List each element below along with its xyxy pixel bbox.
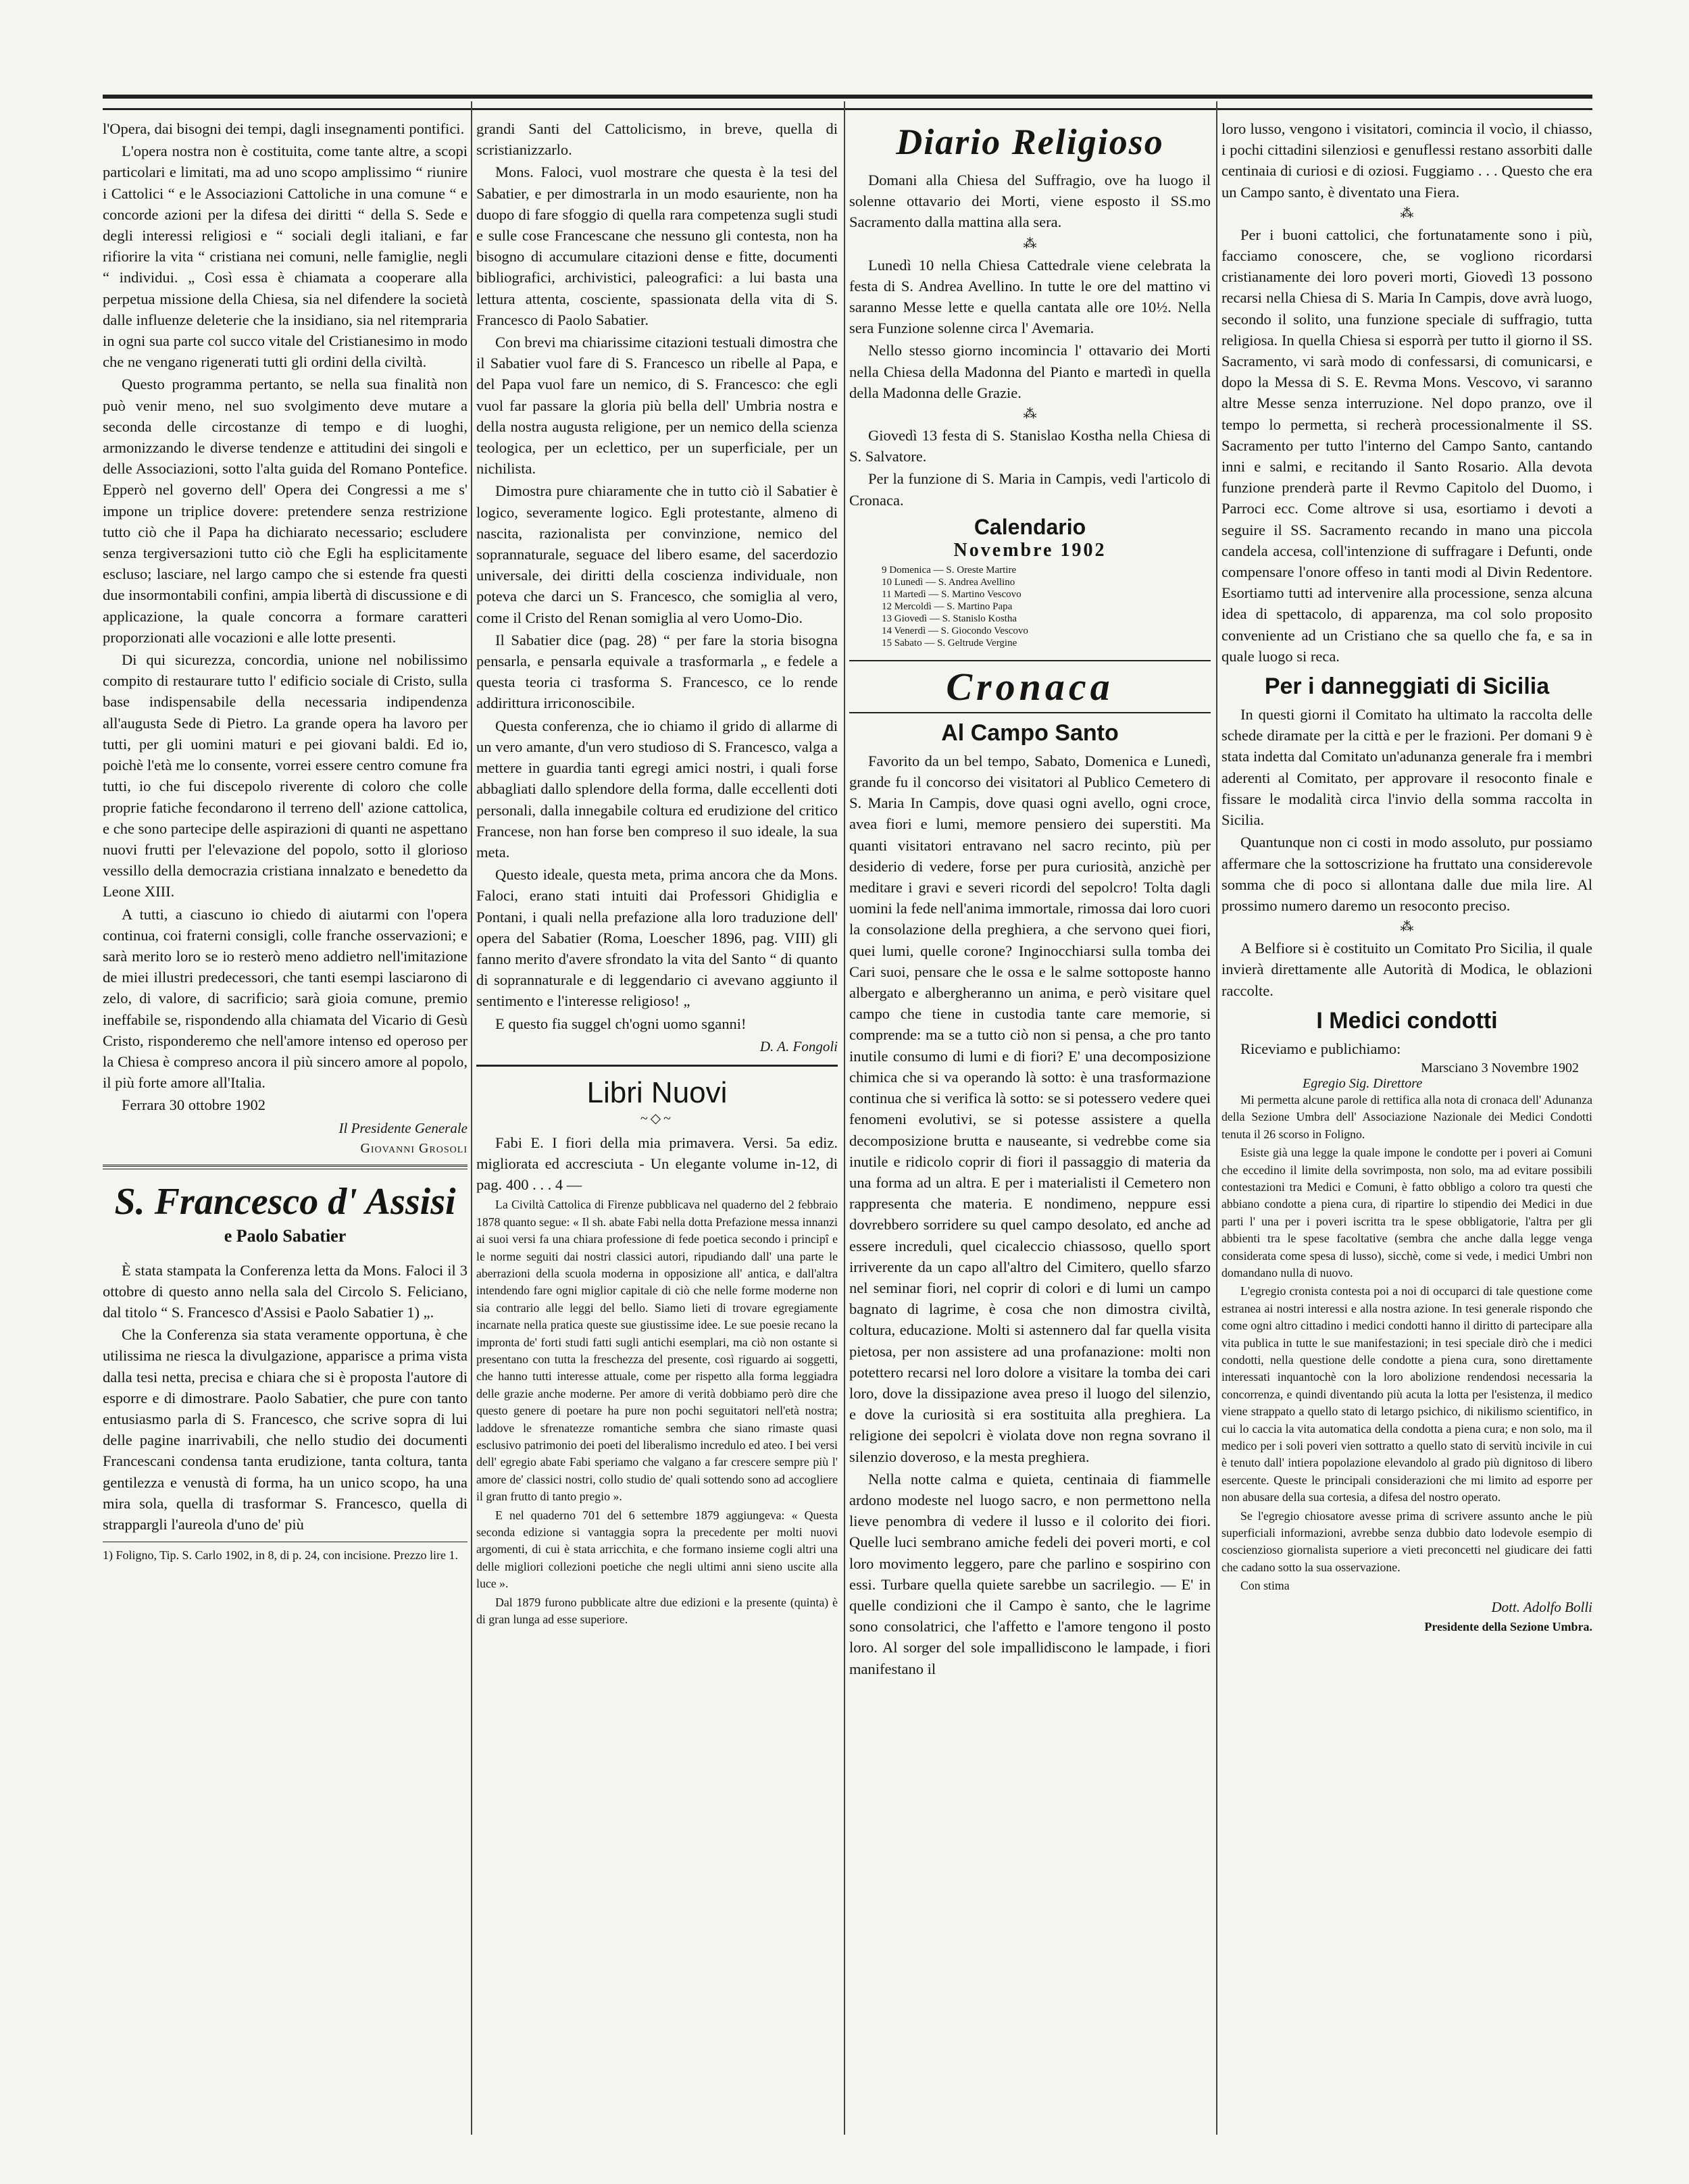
separator: [103, 1165, 468, 1169]
article-title: Al Campo Santo: [941, 719, 1119, 746]
paragraph: Questo ideale, questa meta, prima ancora che da Mons. Faloci, erano stati intuiti dai Professori Ghidiglia e Pontani, i quali nella prefazione alla loro traduzione dell' opera del Sabatier (Roma, Loescher 1896, pag. VIII) gli fanno merito d'avere sfrondato la vita del Santo “ di quanto di soprannaturale e di leggendario ci avevano aggiunto il sentimento e l'interesse religioso! „: [476, 866, 838, 1010]
separator: [476, 1065, 838, 1067]
column-1: [103, 118, 468, 2138]
paragraph: Domani alla Chiesa del Suffragio, ove ha luogo il solenne ottavario dei Morti, viene esposto il SS.mo Sacramento dalla mattina alla sera.: [849, 172, 1211, 231]
column-2: [476, 118, 838, 2138]
column-rule: [1216, 101, 1217, 2135]
paragraph: Nello stesso giorno incomincia l' ottavario dei Morti nella Chiesa della Madonna del Pianto e martedì in quella della Madonna delle Grazie.: [849, 342, 1211, 401]
calendar-item: 12 Mercoldì — S. Martino Papa: [882, 601, 1013, 612]
column-rule: [471, 101, 472, 2135]
calendar-item: 15 Sabato — S. Geltrude Vergine: [882, 637, 1017, 649]
paragraph: Lunedì 10 nella Chiesa Cattedrale viene celebrata la festa di S. Andrea Avellino. In tutte le ore del mattino vi saranno Messe lette e quella cantata alle ore 10½. Nella sera Funzione solenne circa l' Avemaria.: [849, 256, 1211, 337]
paragraph: Questa conferenza, che io chiamo il grido di allarme di un vero amante, d'un vero studioso di S. Francesco, valga a mettere in guardia tanti egregi amici nostri, i quali forse abbagliati dallo splendore della forma, dalle eccellenti doti personali, dalla innegabile coltura ed erudizione del critico Francese, non han forse ben compreso il suo ideale, la sua meta.: [476, 717, 838, 861]
letter-body: [1221, 1092, 1592, 1595]
footnote: 1) Foligno, Tip. S. Carlo 1902, in 8, di p. 24, con incisione. Prezzo lire 1.: [103, 1542, 468, 1564]
letter-date: Marsciano 3 Novembre 1902: [1421, 1060, 1579, 1075]
article-title: S. Francesco d' Assisi: [114, 1180, 456, 1223]
article-subtitle: e Paolo Sabatier: [224, 1225, 347, 1246]
paragraph: loro lusso, vengono i visitatori, comincia il vocìo, il chiasso, i pochi cittadini silenziosi e genuflessi restano assorbiti dalle centinaia di curiosi e di oziosi. Fuggiamo . . . Questo che era un Campo santo, è diventato una Fiera.: [1221, 120, 1592, 201]
paragraph: Che la Conferenza sia stata veramente opportuna, è che utilissima ne riesca la divulgazione, apparisce a prima vista dalla tesi netta, precisa e chiara che si è proposta l'autore di esporre e di dimostrare. Paolo Sabatier, che pure con tanto entusiasmo parla di S. Francesco, che scrive sopra di lui delle pagine inarrivabili, che nello studio dei documenti Francescani condensa tanta erudizione, tanta coltura, tanta gentilezza e venustà di forma, ha un unico scopo, ha una mira sola, quella di trasformar S. Francesco, quella di strappargli l'aureola d'uno de' più: [103, 1326, 468, 1533]
asterism: ⁂: [1023, 407, 1037, 422]
paragraph: Questo programma pertanto, se nella sua finalità non può venir meno, nel suo svolgimento deve mutare a seconda delle circostanze di tempo e di luoghi, armonizzando le diverse tendenze e attitudini dei singoli e delle Associazioni, sotto l'alta guida del Romano Pontefice. Epperò nel governo dell' Opera dei Congressi a me s' impone un triplice dovere: pretendere senza restrizione tutto ciò che il Papa ha dichiarato necessario; escludere senza tergiversazioni tutto ciò che Egli ha esplicitamente escluso; lasciare, nel largo campo che si estende fra questi due insormontabili confini, ampia libertà di discussione e di applicazione, la quale concorra a formare caratteri proporzionati alle vocazioni e alle lotte presenti.: [103, 376, 468, 646]
paragraph: In questi giorni il Comitato ha ultimato la raccolta delle schede diramate per la città e per le frazioni. Per domani 9 è stata indetta dal Comitato un'adunanza generale fra i membri aderenti al Comitato, per approvare il resoconto finale e fissare le modalità circa l'invio della somma raccolta in Sicilia.: [1221, 706, 1592, 829]
intro: Riceviamo e publichiamo:: [1240, 1040, 1401, 1057]
calendar-item: 9 Domenica — S. Oreste Martire: [882, 564, 1017, 576]
paragraph: Con stima: [1240, 1579, 1290, 1593]
book-entry: Fabi E. I fiori della mia primavera. Versi. 5a ediz. migliorata ed accresciuta - Un elegante volume in-12, di pag. 400 . . . 4 —: [476, 1134, 838, 1194]
paragraph: grandi Santi del Cattolicismo, in breve, quella di scristianizzarlo.: [476, 120, 838, 159]
asterism: ⁂: [1400, 919, 1414, 935]
paragraph: Per la funzione di S. Maria in Campis, vedi l'articolo di Cronaca.: [849, 470, 1211, 509]
signature: D. A. Fongoli: [759, 1038, 838, 1055]
paragraph: Quantunque non ci costi in modo assoluto, pur possiamo affermare che la sottoscrizione ha fruttato una considerevole somma che di poco si allontana dalle due mila lire. Al prossimo numero daremo un resoconto preciso.: [1221, 834, 1592, 914]
signature-title: Il Presidente Generale: [338, 1119, 468, 1136]
signature: Dott. Adolfo Bolli: [1491, 1598, 1592, 1615]
calendar-month: Novembre 1902: [953, 539, 1107, 561]
cronaca-banner: Cronaca: [849, 660, 1211, 713]
calendar-title: Calendario: [974, 514, 1086, 539]
signature-title: Presidente della Sezione Umbra.: [1424, 1619, 1592, 1633]
paragraph: Se l'egregio chiosatore avesse prima di scrivere assunto anche le più superficiali informazioni, avrebbe senza dubbio dato lodevole esempio di coscienzioso giornalista superiore a vieti preconcetti nel giudicare dei fatti che cadano sotto la sua osservazione.: [1221, 1508, 1592, 1574]
paragraph: A tutti, a ciascuno io chiedo di aiutarmi con l'opera continua, coi fraterni consigli, colle franche osservazioni; e sarà merito loro se io resterò meno addietro nell'imitazione de miei illustri predecessori, che tanti esempi lasciarono di zelo, di valore, di sacrificio; sarà gioia comune, premio ineffabile se, rispondendo alla chiamata del Vicario di Gesù Cristo, risponderemo che nell'amore intenso ed operoso per la Chiesa è compreso ancora il più sincero amore al popolo, il più forte amore all'Italia.: [103, 905, 468, 1092]
section-title: Libri Nuovi: [586, 1075, 728, 1109]
paragraph: E questo fia suggel ch'ogni uomo sganni!: [495, 1015, 747, 1032]
paragraph: Con brevi ma chiarissime citazioni testuali dimostra che il Sabatier vuol fare di S. Francesco un ribelle al Papa, e del Papa vuol fare un nemico, di S. Francesco: che egli vuol far passare la gloria più bella dell' Umbria nostra e della nostra augusta religione, per un nemico della scienza teologica, per un eclettico, per un superficiale, per un nichilista.: [476, 334, 838, 478]
paragraph: Nella notte calma e quieta, centinaia di fiammelle ardono modeste nel luogo sacro, e non permettono nella lieve penombra di vedere il lusso e il colorito dei fiori. Quelle luci sembrano amiche fedeli dei poveri morti, e col loro movimento leggero, pare che parlino e sospirino con essi. Turbare quella quiete sarebbe un sacrilegio. — E' in quelle condizioni che il Campo è santo, che le lagrime sono consolatrici, che l'affetto e l'amore tengono il posto loro. Al sorger del sole impallidiscono le lampade, i fiori manifestano il: [849, 1470, 1211, 1677]
paragraph: Il Sabatier dice (pag. 28) “ per fare la storia bisogna pensarla, e pensarla equivale a trasformarla „ e fedele a questa teoria ci trasforma S. Francesco, ce lo rende addirittura irriconoscibile.: [476, 631, 838, 712]
column-rule: [844, 101, 845, 2135]
paragraph: È stata stampata la Conferenza letta da Mons. Faloci il 3 ottobre di questo anno nella sala del Circolo S. Feliciano, dal titolo “ S. Francesco d'Assisi e Paolo Sabatier 1) „.: [103, 1261, 468, 1321]
paragraph: La Civiltà Cattolica di Firenze pubblicava nel quaderno del 2 febbraio 1878 quanto segue: « Il sh. abate Fabi nella dotta Prefazione messa innanzi ai suoi versi fa una chiara professione di fede poetica secondo i principî e le norme seguiti dai nostri classici autori, ripudiando dall' una parte le aberrazioni della scuola moderna in opposizione all' antica, e dall'altra intendendo fare ogni miglior capitale di ciò che nelle forme moderne non sia contrario alle leggi del bello. Siamo lieti di trovare egregiamente incarnate nella pratica queste sue giustissime idee. Le sue poesie recano la impronta de' forti studi fatti sugli antichi esemplari, ma ciò non ostante si presentano con tutta la freschezza del presente, così riguardo ai soggetti, che hanno tutti interesse attuale, come per rispetto alla forma leggiadra delle grazie anche moderne. Per amore di verità dobbiamo però dire che questo genere di poetare ha pure non pochi seguitatori nell'età nostra; laddove le sfrenatezze romantiche sembra che siano rimaste quasi esclusivo patrimonio dei poeti del liberalismo incredulo ed ateo. I bei versi dell' egregio abate Fabi speriamo che valgano a far crescere sempre più l' amore de' classici nostri, collo studio de' quali sottendo sono ad accogliere il gran frutto di tanto pregio ».: [476, 1198, 838, 1504]
calendar-item: 11 Martedì — S. Martino Vescovo: [882, 588, 1022, 600]
letter-salutation: Egregio Sig. Direttore: [1303, 1075, 1423, 1091]
paragraph: Dal 1879 furono pubblicate altre due edizioni e la presente (quinta) è di gran lunga ad esse superiore.: [476, 1595, 838, 1627]
paragraph: Giovedì 13 festa di S. Stanislao Kostha nella Chiesa di S. Salvatore.: [849, 427, 1211, 465]
column-3: [849, 118, 1211, 2138]
paragraph: E nel quaderno 701 del 6 settembre 1879 aggiungeva: « Questa seconda edizione si vantaggia sopra la precedente per molti nuovi argomenti, di cui è stata arricchita, e che formano insieme cogli altri una delle migliori collezioni poetiche che negli ultimi anni sieno uscite alla luce ».: [476, 1508, 838, 1591]
section-title: Diario Religioso: [896, 122, 1164, 162]
paragraph: A Belfiore si è costituito un Comitato Pro Sicilia, il quale invierà direttamente alle Autorità di Modica, le oblazioni raccolte.: [1221, 940, 1592, 999]
column-4: [1221, 118, 1592, 2138]
calendar-item: 13 Giovedì — S. Stanislo Kostha: [882, 613, 1017, 624]
paragraph: Mons. Faloci, vuol mostrare che questa è la tesi del Sabatier, e per dimostrarla in un modo esauriente, non ha duopo di fare sfoggio di quella rara competenza sugli studi e sulle cose Francescane che nessuno gli contesta, non ha bisogno di accumulare citazioni dense e fitte, documenti bibliografici, archivistici, paleografici: a lui basta una lettura attenta, cosciente, spassionata della vita di S. Francesco di Paolo Sabatier.: [476, 163, 838, 328]
paragraph: Esiste già una legge la quale impone le condotte per i poveri ai Comuni che eccedino il limite della sovrimposta, non solo, ma ad evitare possibili contestazioni tra Medici e Comuni, è fatto obbligo a coloro tra questi che abbiano condotte a piena cura, di ripartire lo stipendio dei Medici in due parti l' una per i poveri iscritta tra le spese obbligatorie, l'altra per gli abbienti tra le spese facoltative (sembra che anche dalla legge venga considerata come spesa di lusso), sicchè, come si vede, i medici Umbri non domandano nulla di nuovo.: [1221, 1146, 1592, 1279]
paragraph: L'opera nostra non è costituita, come tante altre, a scopi particolari e limitati, ma ad uno scopo amplissimo “ riunire i Cattolici “ e le Associazioni Cattoliche in una comune “ e concorde azioni per la difesa dei diritti “ della S. Sede e degli interessi religiosi e “ sociali degli italiani, e far rifiorire la vita “ cristiana nei comuni, nelle famiglie, negli “ individui. „ Così essa è chiamata a cooperare alla perpetua missione della Chiesa, sia nel difendere la società dalle influenze deleterie che la insidiano, sia nel ritempraria in ogni sua parte col succo vitale del Cristianesimo in modo che ne vengano rigenerati tutti gli ordini della civiltà.: [103, 143, 468, 371]
masthead-rule: [103, 95, 1592, 110]
paragraph: L'egregio cronista contesta poi a noi di occuparci di tale questione come estranea ai nostri interessi e alla nostra azione. In tesi generale rispondo che come ogni altro cittadino i medici condotti hanno il diritto di partecipare alla vita publica in tutte le sue manifestazioni; in tesi speciale dirò che i medici condotti, nella questione delle condotte a piena cura, sono direttamente interessati inquantochè con la loro abolizione rendendosi necessaria la concorrenza, e quindi diventando più acuta la lotta per l'esistenza, il medico viene strappato a quello stato di letargo psichico, di nikilismo scientifico, in cui lo caccia la vita automatica della condotta a piena cura; e non solo, ma il medico per i soli poveri vien sottratto a quello stato di servitù incivile in cui è tenuto dall' intiera popolazione elevandolo al grado più dignitoso di libero esercente. Queste le principali considerazioni che mi limito ad esporre per non abusare della sua cortesia, a difesa del nostro operato.: [1221, 1284, 1592, 1504]
paragraph: Favorito da un bel tempo, Sabato, Domenica e Lunedì, grande fu il concorso dei visitatori al Publico Cemetero di S. Maria In Campis, dove quasi ogni avello, ogni croce, avea fiori e lumi, memore pensiero dei superstiti. Ma quanti visitatori entravano nel sacro recinto, più per desiderio di vedere, forse per pura curiosità, anzichè per meditare i gravi e severi ricordi del sepolcro! Tolta dagli uomini la fede nell'anima immortale, rimossa dai loro cuori la consolazione della preghiera, a che servono quei fiori, quei lumi, quelle corone? Inginocchiarsi sulla tomba dei Cari suoi, pensare che le ossa e le salme sottoposte hanno albergato e albergheranno un anima, e però visitare quel campo che tiene in custodia tante care memorie, si comprende: ma se a tutto ciò non si pensa, a che pro tanto inutile consumo di lumi e di fiori? E' una decomposizione chimica che si va operando là sotto: è una trasformazione continua che si verifica là sotto: se si potessero vedere quei fenomeni evolutivi, se si potesse assistere a quella decomposizione brutta e nauseante, si vedrebbe come sia inutile e ridicolo coprir di fiori il passaggio di materia da una forma ad un altra. E per i materialisti il Cemetero non rappresenta che materia. E nondimeno, neppure essi dovrebbero sorridere su quel campo desolato, ed anche ad essere increduli, quel cicaleccio chiassoso, quello sport irriverente da un capo all'altro del Cimitero, quello sfarzo nel seminar fiori, nel coprir di colori e di lumi un campo bagnato di lagrime, è cosa che non dimostra civiltà, coltura, educazione. Molti si astennero dal far quella visita pietosa, per non assistere ad una profanazione: molti non potettero recarsi nel loro dolore a visitare la tomba dei cari loro, dove la dissipazione avea preso il luogo del silenzio, e dove la curiosità si era sostituita alla preghiera. La religione dei sepolcri è violata dove non regna sovrano il silenzio doveroso, e la mesta preghiera.: [849, 752, 1211, 1465]
place-date: Ferrara 30 ottobre 1902: [122, 1096, 266, 1114]
calendar-list: [882, 564, 1211, 649]
paragraph: Di qui sicurezza, concordia, unione nel nobilissimo compito di restaurare tutto l' edificio sociale di Cristo, sulla base indispensabile della necessaria indipendenza all'augusta Sede di Pietro. La grande opera ha lavoro per tutti, per gli uomini maturi e pei giovani baldi. Ed io, poichè l'età me lo consente, vorrei essere centro comune fra tutti, io che fui discepolo riverente di coloro che colle proprie fatiche fecondarono il terreno dell' azione cattolica, e che sono partecipe delle aspirazioni di quanti ne aspettano nuovi frutti per l'elevazione del popolo, sotto il glorioso vessillo della democrazia cristiana innalzato e benedetto da Leone XIII.: [103, 651, 468, 900]
paragraph: Mi permetta alcune parole di rettifica alla nota di cronaca dell' Adunanza della Sezione Umbra dell' Associazione Nazionale dei Medici Condotti tenuta il 26 scorso in Foligno.: [1221, 1092, 1592, 1141]
asterism: ⁂: [1400, 205, 1414, 221]
signature-name: Giovanni Grosoli: [360, 1140, 468, 1156]
article-title: Per i danneggiati di Sicilia: [1264, 674, 1550, 700]
asterism: ⁂: [1023, 236, 1037, 251]
paragraph: Dimostra pure chiaramente che in tutto ciò il Sabatier è logico, severamente logico. Egli protestante, almeno di nascita, razionalista per convinzione, nemico del soprannaturale, seguace del libero esame, del sacerdozio universale, dei diritti della coscienza individuale, non poteva che darci un S. Francesco, che somiglia al vero, come il Cristo del Renan somiglia al vero Uomo-Dio.: [476, 482, 838, 626]
calendar-item: 10 Lunedì — S. Andrea Avellino: [882, 576, 1015, 588]
ornament: ~◇~: [640, 1111, 674, 1126]
book-reviews: [476, 1196, 838, 1628]
article-title: I Medici condotti: [1316, 1007, 1498, 1034]
calendar-item: 14 Venerdì — S. Giocondo Vescovo: [882, 625, 1028, 636]
paragraph: Per i buoni cattolici, che fortunatamente sono i più, facciamo conoscere, che, se vogliono ricordarsi cristianamente dei loro poveri morti, Giovedì 13 possono recarsi nella Chiesa di S. Maria In Campis, dove avrà luogo, secondo il solito, una funzione speciale di suffragio, tutta religiosa. In quella Chiesa si esporrà per tutto il giorno il SS. Sacramento, vi sarà modo di confessarsi, di comunicarsi, e dopo la Messa di S. E. Revma Mons. Vescovo, vi saranno altre Messe senza interruzione. Nel dopo pranzo, ove il tempo lo permetta, si recherà processionalmente il SS. Sacramento per tutto l'interno del Campo Santo, cantando inni e salmi, e recitando il Santo Rosario. Alla devota funzione prenderà parte il Revmo Capitolo del Duomo, i Parroci ecc. Come altrove si usa, esortiamo i devoti a seguire il SS. Sacramento recando in mano una piccola candela accesa, coll'intenzione di suffragare i Defunti, onde compensare l'onore offeso in tanti modi al Divin Redentore. Esortiamo tutti ad intervenire alla processione, senza alcuna idea di spettacolo, di apparenza, ma col solo proposito conveniente ad un Cristiano che sa quello che fa, e sa in quale luogo si reca.: [1221, 226, 1592, 665]
paragraph: l'Opera, dai bisogni dei tempi, dagli insegnamenti pontifici.: [103, 120, 465, 137]
